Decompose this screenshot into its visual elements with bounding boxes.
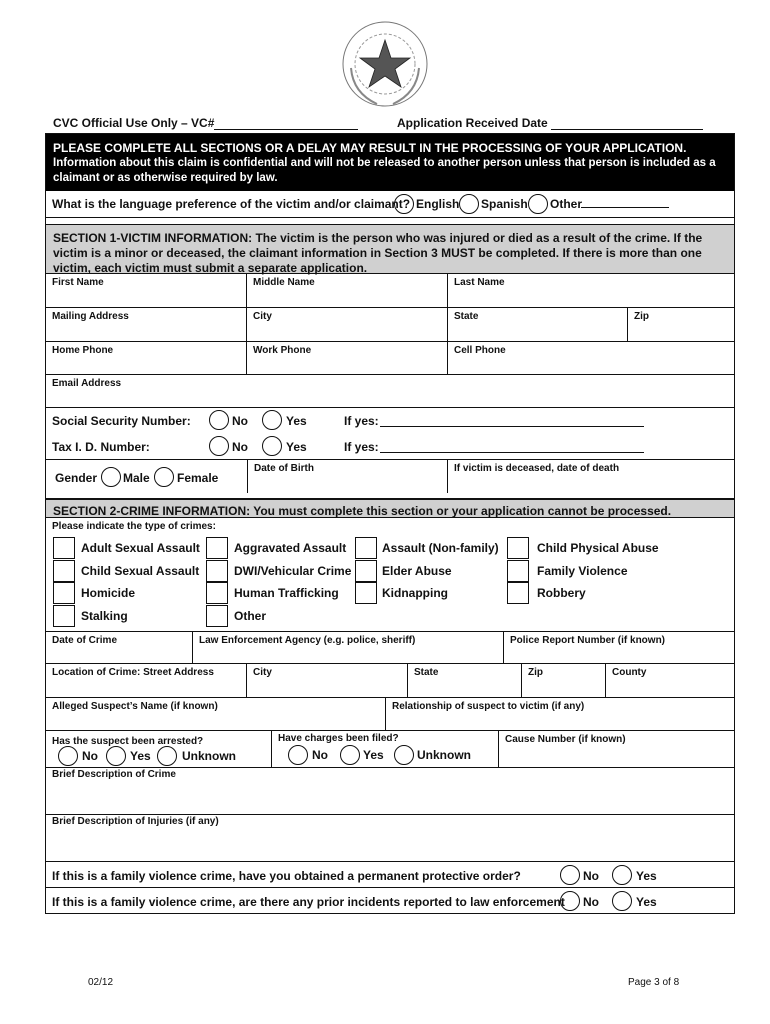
phone-row bbox=[46, 342, 734, 375]
arrested-yes-label: Yes bbox=[130, 749, 151, 763]
crime-checkbox-assault-non-family[interactable] bbox=[355, 537, 377, 559]
charges-unknown-label: Unknown bbox=[417, 748, 471, 762]
ssn-if-yes-label: If yes: bbox=[344, 414, 379, 428]
zip-field[interactable] bbox=[628, 308, 734, 342]
crime-checkbox-family-violence[interactable] bbox=[507, 560, 529, 582]
home-phone-label: Home Phone bbox=[52, 345, 114, 356]
cvc-official-use-field[interactable] bbox=[53, 116, 358, 130]
middle-name-field[interactable] bbox=[247, 274, 448, 308]
state-seal-logo bbox=[337, 18, 433, 110]
crime-label: Adult Sexual Assault bbox=[81, 541, 200, 555]
female-label: Female bbox=[177, 471, 219, 485]
email-label: Email Address bbox=[52, 378, 122, 389]
crime-label: Aggravated Assault bbox=[234, 541, 347, 555]
gender-dob-row bbox=[46, 459, 734, 493]
zip-label: Zip bbox=[634, 311, 649, 322]
brief-injuries-field[interactable] bbox=[46, 815, 734, 862]
crime-label: DWI/Vehicular Crime bbox=[234, 564, 352, 578]
charges-unknown-radio[interactable] bbox=[394, 745, 414, 765]
ssn-yes-radio[interactable] bbox=[262, 410, 282, 430]
city-label: City bbox=[253, 311, 272, 322]
english-label: English bbox=[416, 197, 460, 211]
prior-no-label: No bbox=[583, 895, 599, 909]
police-report-label: Police Report Number (if known) bbox=[510, 635, 666, 646]
other-language-label: Other bbox=[550, 197, 583, 211]
cvc-label: CVC Official Use Only – VC# bbox=[53, 116, 215, 130]
arrested-yes-radio[interactable] bbox=[106, 746, 126, 766]
other-language-input[interactable] bbox=[581, 207, 669, 208]
crime-state-label: State bbox=[414, 667, 439, 678]
crime-label: Assault (Non-family) bbox=[382, 541, 499, 555]
brief-crime-field[interactable] bbox=[46, 768, 734, 815]
crime-checkbox-elder-abuse[interactable] bbox=[355, 560, 377, 582]
protective-no-radio[interactable] bbox=[560, 865, 580, 885]
crime-label: Child Sexual Assault bbox=[81, 564, 200, 578]
ssn-label: Social Security Number: bbox=[52, 414, 191, 428]
section1-header bbox=[46, 224, 734, 274]
crime-label: Other bbox=[234, 609, 267, 623]
arrested-unknown-radio[interactable] bbox=[157, 746, 177, 766]
tax-yes-radio[interactable] bbox=[262, 436, 282, 456]
last-name-label: Last Name bbox=[454, 277, 505, 288]
banner-line1: PLEASE COMPLETE ALL SECTIONS OR A DELAY MAY RESULT IN THE PROCESSING OF YOUR APPLICATION. bbox=[53, 141, 687, 155]
address-row bbox=[46, 308, 734, 342]
language-preference-row bbox=[46, 191, 734, 218]
protective-order-row bbox=[46, 862, 734, 888]
crime-checkbox-homicide[interactable] bbox=[53, 582, 75, 604]
crime-address-label: Location of Crime: Street Address bbox=[52, 667, 214, 678]
protective-order-question: If this is a family violence crime, have you obtained a permanent protective order? bbox=[52, 869, 521, 883]
crime-label: Kidnapping bbox=[382, 586, 448, 600]
ssn-input[interactable] bbox=[380, 426, 644, 427]
date-of-death-field[interactable] bbox=[448, 460, 734, 493]
middle-name-label: Middle Name bbox=[253, 277, 315, 288]
arrested-no-radio[interactable] bbox=[58, 746, 78, 766]
cause-number-field[interactable] bbox=[499, 731, 734, 768]
crime-checkbox-child-physical-abuse[interactable] bbox=[507, 537, 529, 559]
charges-no-radio[interactable] bbox=[288, 745, 308, 765]
prior-no-radio[interactable] bbox=[560, 891, 580, 911]
crime-label: Stalking bbox=[81, 609, 128, 623]
first-name-field[interactable] bbox=[46, 274, 247, 308]
crime-type-instruction: Please indicate the type of crimes: bbox=[52, 521, 216, 532]
crime-county-label: County bbox=[612, 667, 647, 678]
section2-title: SECTION 2-CRIME INFORMATION: bbox=[53, 504, 251, 518]
crime-label: Elder Abuse bbox=[382, 564, 452, 578]
charges-yes-label: Yes bbox=[363, 748, 384, 762]
suspect-row bbox=[46, 698, 734, 731]
relationship-field[interactable] bbox=[386, 698, 734, 731]
cause-number-label: Cause Number (if known) bbox=[505, 734, 626, 745]
section1-text: The victim is the person who was injured or died as a result of the crime. If the victim is a minor or deceased, the claimant information in Section 3 MUST be completed. If there is more than one victim, each victim must submit a separate application. bbox=[53, 231, 703, 275]
state-label: State bbox=[454, 311, 479, 322]
ssn-no-label: No bbox=[232, 414, 248, 428]
protective-no-label: No bbox=[583, 869, 599, 883]
crime-checkbox-other[interactable] bbox=[206, 605, 228, 627]
name-row bbox=[46, 274, 734, 308]
first-name-label: First Name bbox=[52, 277, 104, 288]
crime-city-label: City bbox=[253, 667, 272, 678]
other-language-radio[interactable] bbox=[528, 194, 548, 214]
protective-yes-label: Yes bbox=[636, 869, 657, 883]
last-name-field[interactable] bbox=[448, 274, 734, 308]
footer-date: 02/12 bbox=[88, 977, 114, 988]
crime-label: Robbery bbox=[537, 586, 586, 600]
male-radio[interactable] bbox=[101, 467, 121, 487]
crime-label: Homicide bbox=[81, 586, 136, 600]
prior-incidents-row bbox=[46, 888, 734, 913]
dob-field[interactable] bbox=[247, 460, 448, 493]
prior-yes-label: Yes bbox=[636, 895, 657, 909]
language-question: What is the language preference of the victim and/or claimant? bbox=[52, 197, 411, 211]
crime-checkbox-robbery[interactable] bbox=[507, 582, 529, 604]
spanish-radio[interactable] bbox=[459, 194, 479, 214]
law-agency-label: Law Enforcement Agency (e.g. police, sheriff) bbox=[199, 635, 416, 646]
tax-no-label: No bbox=[232, 440, 248, 454]
crime-address-field[interactable] bbox=[46, 664, 247, 698]
english-radio[interactable] bbox=[394, 194, 414, 214]
crime-label: Family Violence bbox=[537, 564, 628, 578]
crime-checkbox-child-sexual-assault[interactable] bbox=[53, 560, 75, 582]
tax-if-yes-label: If yes: bbox=[344, 440, 379, 454]
relationship-label: Relationship of suspect to victim (if any) bbox=[392, 701, 585, 712]
crime-checkbox-human-trafficking[interactable] bbox=[206, 582, 228, 604]
arrested-label: Has the suspect been arrested? bbox=[52, 736, 204, 747]
charges-no-label: No bbox=[312, 748, 328, 762]
instruction-banner bbox=[46, 134, 734, 191]
section2-text: You must complete this section or your application cannot be processed. bbox=[253, 504, 672, 518]
ssn-yes-label: Yes bbox=[286, 414, 307, 428]
crime-city-field[interactable] bbox=[247, 664, 408, 698]
email-row bbox=[46, 375, 734, 408]
crime-checkbox-aggravated-assault[interactable] bbox=[206, 537, 228, 559]
received-date-label: Application Received Date bbox=[397, 116, 548, 130]
police-report-field[interactable] bbox=[504, 632, 734, 664]
arrested-no-label: No bbox=[82, 749, 98, 763]
crime-county-field[interactable] bbox=[606, 664, 734, 698]
mailing-address-label: Mailing Address bbox=[52, 311, 129, 322]
cell-phone-label: Cell Phone bbox=[454, 345, 506, 356]
mailing-address-field[interactable] bbox=[46, 308, 247, 342]
prior-incidents-question: If this is a family violence crime, are there any prior incidents reported to law enforcement bbox=[52, 895, 565, 909]
crime-checkbox-stalking[interactable] bbox=[53, 605, 75, 627]
tax-id-label: Tax I. D. Number: bbox=[52, 440, 150, 454]
state-field[interactable] bbox=[448, 308, 628, 342]
work-phone-label: Work Phone bbox=[253, 345, 312, 356]
law-agency-field[interactable] bbox=[193, 632, 504, 664]
gender-label: Gender bbox=[55, 471, 98, 485]
crime-zip-field[interactable] bbox=[522, 664, 606, 698]
work-phone-field[interactable] bbox=[247, 342, 448, 375]
cell-phone-field[interactable] bbox=[448, 342, 734, 375]
crime-location-row bbox=[46, 664, 734, 698]
spanish-label: Spanish bbox=[481, 197, 528, 211]
crime-checkbox-kidnapping[interactable] bbox=[355, 582, 377, 604]
section2-header bbox=[46, 498, 734, 518]
prior-yes-radio[interactable] bbox=[612, 891, 632, 911]
application-received-date-field[interactable] bbox=[397, 116, 703, 130]
crime-checkbox-dwi-vehicular-crime[interactable] bbox=[206, 560, 228, 582]
male-label: Male bbox=[123, 471, 150, 485]
city-field[interactable] bbox=[247, 308, 448, 342]
home-phone-field[interactable] bbox=[46, 342, 247, 375]
crime-label: Human Trafficking bbox=[234, 586, 339, 600]
ssn-no-radio[interactable] bbox=[209, 410, 229, 430]
crime-checkbox-adult-sexual-assault[interactable] bbox=[53, 537, 75, 559]
crime-state-field[interactable] bbox=[408, 664, 522, 698]
crime-date-row bbox=[46, 631, 734, 664]
brief-crime-label: Brief Description of Crime bbox=[52, 769, 176, 780]
date-of-crime-field[interactable] bbox=[46, 632, 193, 664]
crime-zip-label: Zip bbox=[528, 667, 543, 678]
charges-yes-radio[interactable] bbox=[340, 745, 360, 765]
charges-label: Have charges been filed? bbox=[278, 733, 399, 744]
arrested-unknown-label: Unknown bbox=[182, 749, 236, 763]
tax-id-input[interactable] bbox=[380, 452, 644, 453]
brief-injuries-label: Brief Description of Injuries (if any) bbox=[52, 816, 219, 827]
tax-no-radio[interactable] bbox=[209, 436, 229, 456]
female-radio[interactable] bbox=[154, 467, 174, 487]
page-number: Page 3 of 8 bbox=[628, 977, 680, 988]
arrest-row bbox=[46, 731, 734, 768]
tax-yes-label: Yes bbox=[286, 440, 307, 454]
banner-line2: Information about this claim is confidential and will not be released to another person unless that person is included as a claimant or as otherwise required by law. bbox=[53, 157, 716, 184]
protective-yes-radio[interactable] bbox=[612, 865, 632, 885]
dod-label: If victim is deceased, date of death bbox=[454, 463, 620, 474]
dob-label: Date of Birth bbox=[254, 463, 314, 474]
section1-title: SECTION 1-VICTIM INFORMATION: bbox=[53, 231, 253, 245]
suspect-name-label: Alleged Suspect’s Name (if known) bbox=[52, 701, 218, 712]
email-field[interactable] bbox=[46, 375, 734, 408]
suspect-name-field[interactable] bbox=[46, 698, 386, 731]
date-of-crime-label: Date of Crime bbox=[52, 635, 118, 646]
crime-label: Child Physical Abuse bbox=[537, 541, 659, 555]
